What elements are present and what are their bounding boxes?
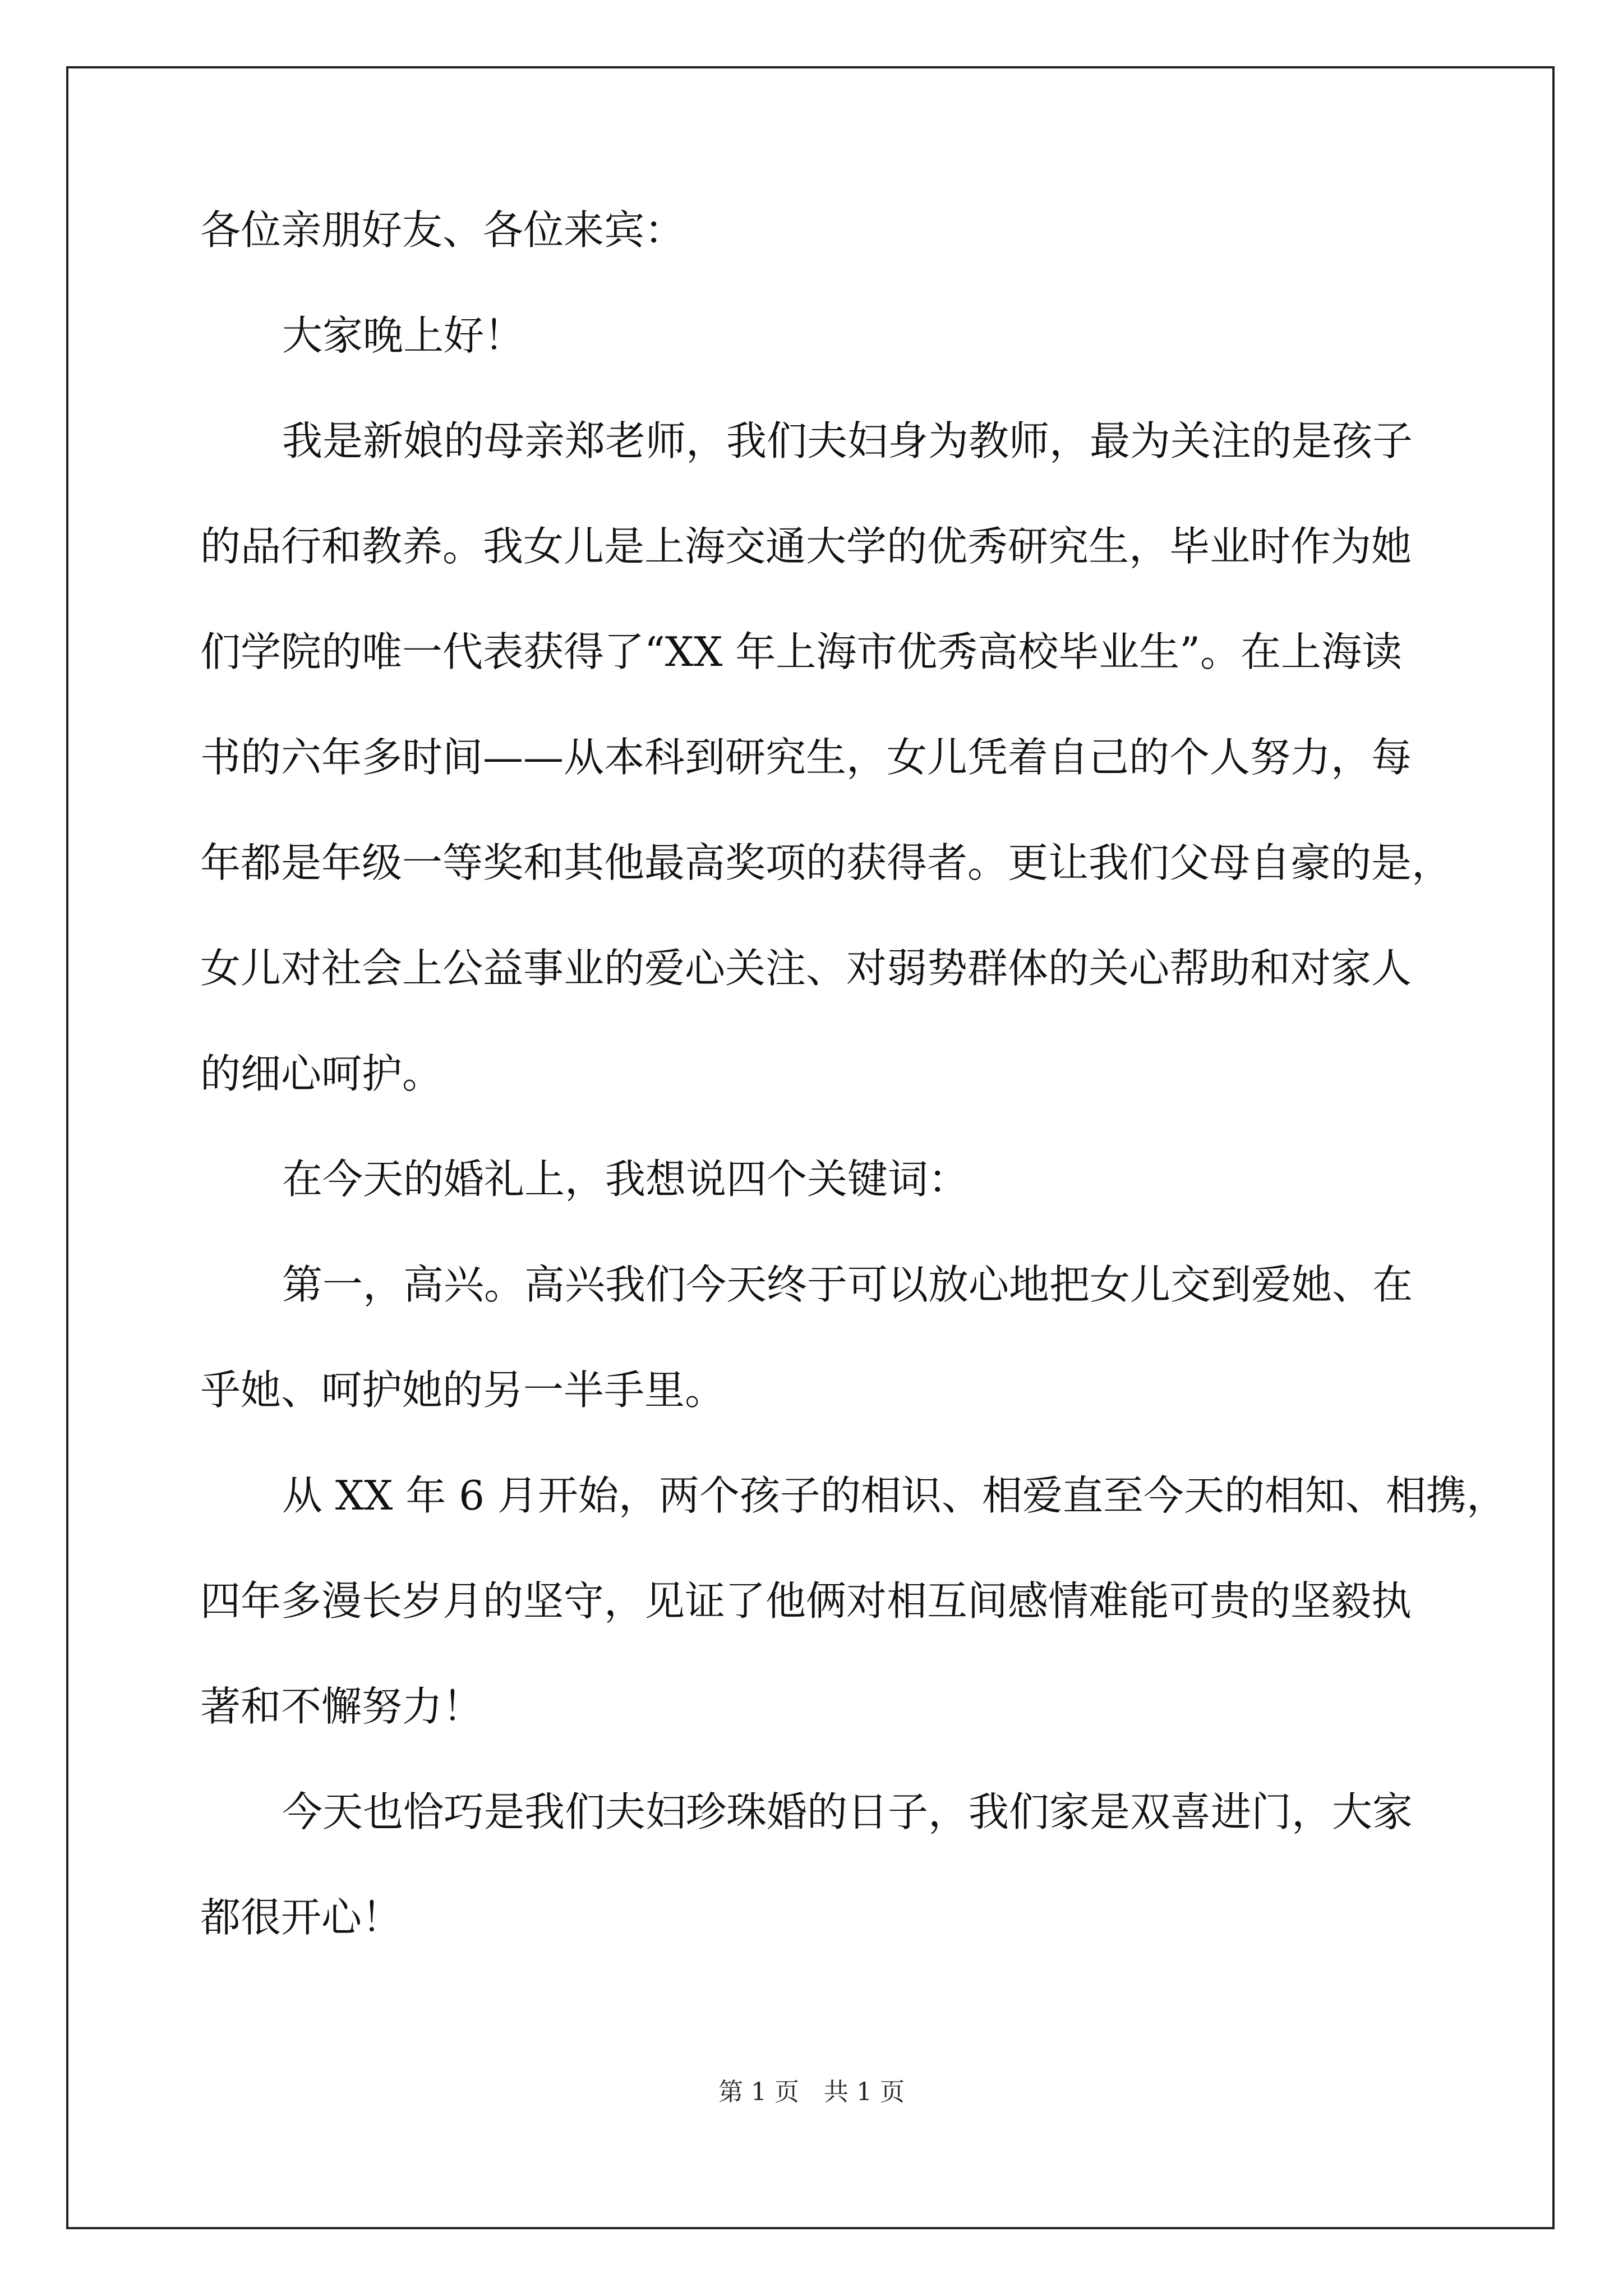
- paragraph-1-line-5: 年都是年级一等奖和其他最高奖项的获得者。更让我们父母自豪的是，: [200, 839, 1453, 886]
- paragraph-4-line-3: 著和不懈努力！: [200, 1683, 483, 1730]
- paragraph-2-line-1: 在今天的婚礼上，我想说四个关键词：: [282, 1156, 969, 1203]
- greeting-line: 大家晚上好！: [282, 312, 525, 359]
- paragraph-5-line-2: 都很开心！: [200, 1894, 403, 1941]
- salutation-line: 各位亲朋好友、各位来宾：: [200, 206, 685, 254]
- paragraph-1-line-1: 我是新娘的母亲郑老师，我们夫妇身为教师，最为关注的是孩子: [282, 417, 1413, 464]
- paragraph-3-line-1: 第一，高兴。高兴我们今天终于可以放心地把女儿交到爱她、在: [282, 1261, 1413, 1308]
- paragraph-1-line-7: 的细心呵护。: [200, 1050, 443, 1097]
- paragraph-1-line-4: 书的六年多时间——从本科到研究生，女儿凭着自己的个人努力，每: [200, 734, 1412, 781]
- paragraph-1-line-6: 女儿对社会上公益事业的爱心关注、对弱势群体的关心帮助和对家人: [200, 945, 1412, 992]
- paragraph-3-line-2: 乎她、呵护她的另一半手里。: [200, 1366, 726, 1414]
- page-footer: 第 1 页 共 1 页: [718, 2078, 905, 2106]
- paragraph-1-line-2: 的品行和教养。我女儿是上海交通大学的优秀研究生，毕业时作为她: [200, 523, 1412, 570]
- paragraph-1-line-3: 们学院的唯一代表获得了“XX 年上海市优秀高校毕业生”。在上海读: [200, 628, 1403, 675]
- paragraph-4-line-2: 四年多漫长岁月的坚守，见证了他俩对相互间感情难能可贵的坚毅执: [200, 1577, 1412, 1625]
- paragraph-5-line-1: 今天也恰巧是我们夫妇珍珠婚的日子，我们家是双喜进门，大家: [282, 1788, 1413, 1835]
- paragraph-4-line-1: 从 XX 年 6 月开始，两个孩子的相识、相爱直至今天的相知、相携，: [282, 1472, 1507, 1519]
